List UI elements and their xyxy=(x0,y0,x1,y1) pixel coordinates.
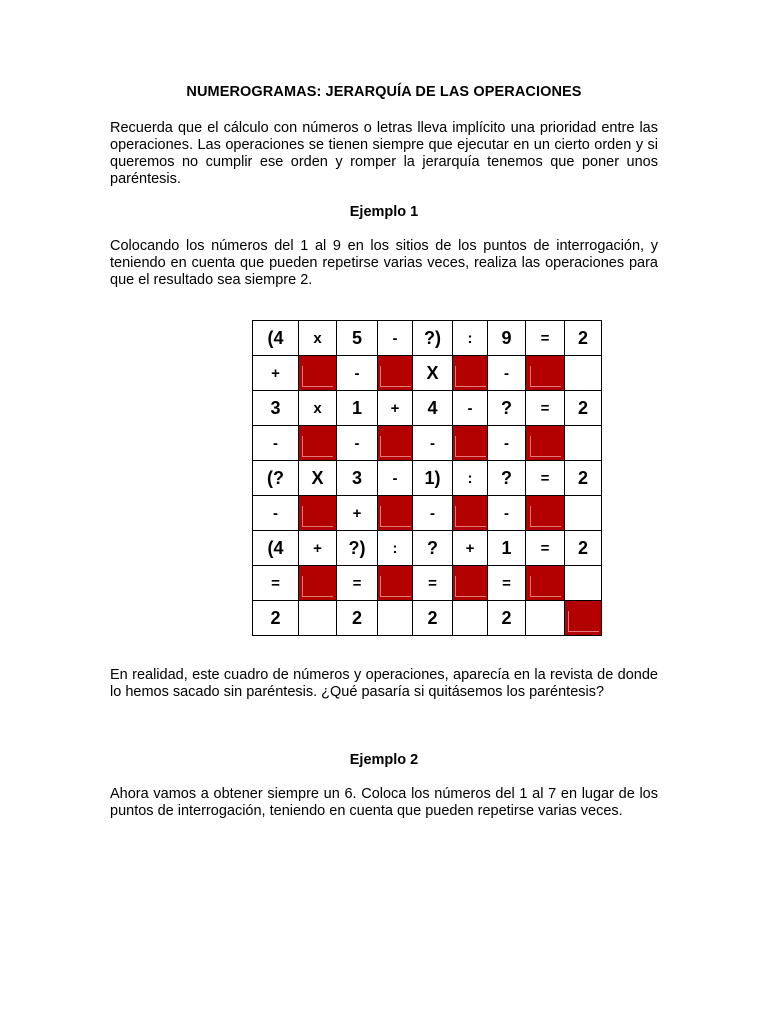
empty-cell xyxy=(526,601,565,636)
empty-cell xyxy=(565,356,602,391)
grid-cell: ? xyxy=(488,391,526,426)
grid-cell: = xyxy=(526,461,565,496)
grid-cell: 9 xyxy=(488,321,526,356)
grid-cell: + xyxy=(453,531,488,566)
grid-cell: = xyxy=(253,566,299,601)
grid-row xyxy=(253,566,602,601)
grid-cell: X xyxy=(299,461,337,496)
blocked-cell xyxy=(453,496,488,531)
example2-heading: Ejemplo 2 xyxy=(349,752,419,768)
grid-cell: 2 xyxy=(413,601,453,636)
grid-cell: 3 xyxy=(253,391,299,426)
example2-instructions: Ahora vamos a obtener siempre un 6. Coloca los números del 1 al 7 en lugar de los puntos de interrogación, teniendo en cuenta que pueden repetirse varias veces. xyxy=(110,786,658,819)
grid-cell: 2 xyxy=(565,461,602,496)
blocked-cell xyxy=(299,496,337,531)
grid-cell: = xyxy=(526,531,565,566)
blocked-cell xyxy=(299,566,337,601)
grid-cell: 2 xyxy=(565,531,602,566)
grid-row xyxy=(253,531,602,566)
grid-cell: + xyxy=(299,531,337,566)
example1-instructions: Colocando los números del 1 al 9 en los sitios de los puntos de interrogación, y teniendo en cuenta que pueden repetirse varias veces, realiza las operaciones para que el resultado sea siempre 2. xyxy=(110,238,658,288)
grid-cell: - xyxy=(413,426,453,461)
blocked-cell xyxy=(299,356,337,391)
grid-cell: X xyxy=(413,356,453,391)
blocked-cell xyxy=(378,426,413,461)
empty-cell xyxy=(378,601,413,636)
grid-cell: + xyxy=(378,391,413,426)
grid-cell: ? xyxy=(413,531,453,566)
grid-cell: + xyxy=(253,356,299,391)
document-title: NUMEROGRAMAS: JERARQUÍA DE LAS OPERACIONES xyxy=(186,84,582,100)
grid-cell: ?) xyxy=(413,321,453,356)
blocked-cell xyxy=(453,426,488,461)
grid-cell: - xyxy=(253,496,299,531)
grid-cell: 3 xyxy=(337,461,378,496)
grid-cell: : xyxy=(378,531,413,566)
grid-row xyxy=(253,356,602,391)
grid-cell: x xyxy=(299,391,337,426)
grid-row xyxy=(253,461,602,496)
grid-cell: - xyxy=(253,426,299,461)
blocked-cell xyxy=(526,356,565,391)
numerogram-grid xyxy=(252,320,602,636)
grid-cell: = xyxy=(413,566,453,601)
grid-cell: (4 xyxy=(253,531,299,566)
intro-paragraph: Recuerda que el cálculo con números o letras lleva implícito una prioridad entre las operaciones. Las operaciones se tienen siempre que ejecutar en un cierto orden y si queremos no cumplir ese orden y romper la jerarquía tenemos que poner unos paréntesis. xyxy=(110,120,658,187)
blocked-cell xyxy=(526,426,565,461)
grid-cell: (4 xyxy=(253,321,299,356)
grid-cell: x xyxy=(299,321,337,356)
example1-heading: Ejemplo 1 xyxy=(349,204,419,220)
grid-cell: - xyxy=(488,496,526,531)
grid-cell: = xyxy=(337,566,378,601)
grid-cell: ? xyxy=(488,461,526,496)
grid-cell: - xyxy=(378,321,413,356)
grid-cell: : xyxy=(453,321,488,356)
grid-row xyxy=(253,426,602,461)
grid-cell: 4 xyxy=(413,391,453,426)
grid-cell: 2 xyxy=(565,391,602,426)
blocked-cell xyxy=(526,496,565,531)
grid-row xyxy=(253,601,602,636)
grid-cell: 2 xyxy=(253,601,299,636)
grid-cell: 1 xyxy=(337,391,378,426)
empty-cell xyxy=(565,426,602,461)
grid-row xyxy=(253,391,602,426)
grid-cell: (? xyxy=(253,461,299,496)
grid-cell: - xyxy=(337,356,378,391)
blocked-cell xyxy=(453,566,488,601)
grid-row xyxy=(253,496,602,531)
blocked-cell xyxy=(378,496,413,531)
blocked-cell xyxy=(378,566,413,601)
grid-cell: 2 xyxy=(337,601,378,636)
grid-cell: - xyxy=(488,426,526,461)
grid-cell: = xyxy=(526,391,565,426)
grid-cell: 2 xyxy=(565,321,602,356)
empty-cell xyxy=(565,496,602,531)
grid-cell: + xyxy=(337,496,378,531)
followup-paragraph: En realidad, este cuadro de números y operaciones, aparecía en la revista de donde lo hemos sacado sin paréntesis. ¿Qué pasaría si quitásemos los paréntesis? xyxy=(110,667,658,700)
grid-cell: = xyxy=(526,321,565,356)
grid-cell: - xyxy=(453,391,488,426)
grid-cell: = xyxy=(488,566,526,601)
blocked-cell xyxy=(299,426,337,461)
blocked-cell xyxy=(565,601,602,636)
grid-cell: 5 xyxy=(337,321,378,356)
blocked-cell xyxy=(453,356,488,391)
grid-cell: ?) xyxy=(337,531,378,566)
grid-cell: - xyxy=(337,426,378,461)
grid-cell: 1) xyxy=(413,461,453,496)
empty-cell xyxy=(299,601,337,636)
grid-cell: : xyxy=(453,461,488,496)
grid-cell: - xyxy=(488,356,526,391)
grid-row xyxy=(253,321,602,356)
empty-cell xyxy=(565,566,602,601)
grid-cell: 2 xyxy=(488,601,526,636)
grid-cell: - xyxy=(413,496,453,531)
empty-cell xyxy=(453,601,488,636)
grid-cell: 1 xyxy=(488,531,526,566)
grid-cell: - xyxy=(378,461,413,496)
blocked-cell xyxy=(378,356,413,391)
blocked-cell xyxy=(526,566,565,601)
